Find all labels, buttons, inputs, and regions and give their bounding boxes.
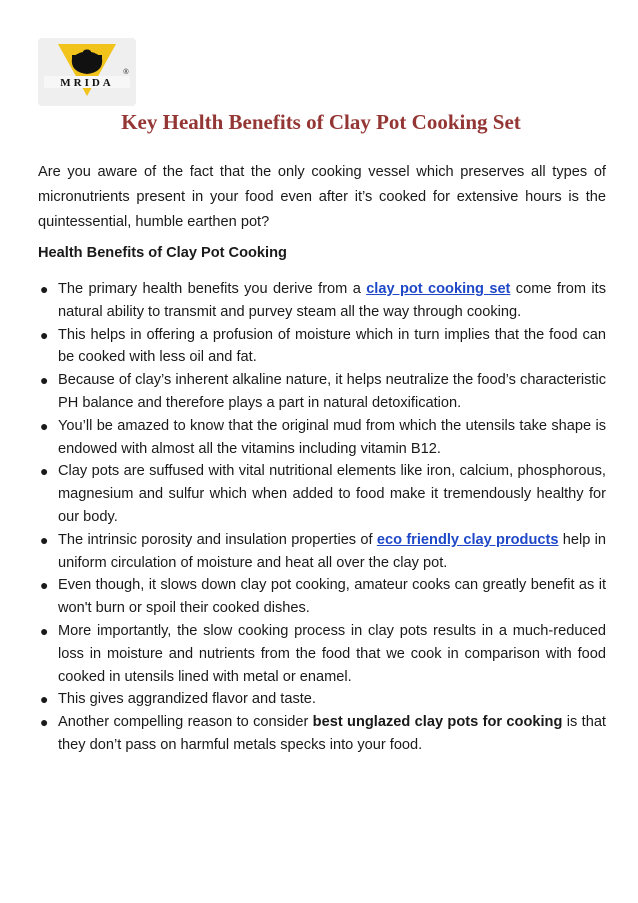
list-item: ● Another compelling reason to consider best unglazed clay pots for cooking is that they don’t pass on harmful metals specks into your food. bbox=[38, 711, 606, 757]
list-item: ● Because of clay’s inherent alkaline nature, it helps neutralize the food’s characteristic PH balance and therefore plays a part in natural detoxification. bbox=[38, 369, 606, 415]
bullet-icon: ● bbox=[40, 531, 49, 548]
list-item: ● The primary health benefits you derive from a clay pot cooking set come from its natural ability to transmit and purvey steam all the way through cooking. bbox=[38, 278, 606, 324]
bullet-icon: ● bbox=[40, 577, 49, 594]
benefits-list bbox=[38, 278, 606, 757]
list-item: ● Even though, it slows down clay pot cooking, amateur cooks can greatly benefit as it won't burn or spoil their cooked dishes. bbox=[38, 574, 606, 620]
clay-pot-cooking-set-link[interactable]: clay pot cooking set bbox=[366, 281, 511, 297]
bullet-icon: ● bbox=[40, 281, 49, 297]
list-item: ● Clay pots are suffused with vital nutritional elements like iron, calcium, phosphorous, magnesium and sulfur which when added to food make it tremendously healthy for our body. bbox=[38, 460, 606, 528]
bullet-icon: ● bbox=[40, 691, 49, 708]
list-item: ● This gives aggrandized flavor and taste. bbox=[38, 688, 606, 711]
bullet-icon: ● bbox=[40, 326, 49, 343]
bullet-icon: ● bbox=[40, 714, 49, 731]
bullet-icon: ● bbox=[40, 463, 49, 480]
bullet-icon: ● bbox=[40, 372, 49, 389]
bullet-icon: ● bbox=[40, 622, 49, 639]
clay-pot-logo-icon bbox=[38, 38, 136, 106]
brand-logo bbox=[38, 38, 136, 106]
list-item: ● This helps in offering a profusion of moisture which in turn implies that the food can be cooked with less oil and fat. bbox=[38, 324, 606, 370]
logo-text: MRIDA bbox=[60, 77, 114, 89]
section-heading: Health Benefits of Clay Pot Cooking bbox=[38, 245, 287, 261]
list-item: ● You’ll be amazed to know that the original mud from which the utensils take shape is endowed with almost all the vitamins including vitamin B12. bbox=[38, 415, 606, 461]
bullet-icon: ● bbox=[40, 417, 49, 434]
registered-mark: ® bbox=[123, 69, 129, 76]
intro-paragraph: Are you aware of the fact that the only cooking vessel which preserves all types of micronutrients present in your food even after it’s cooked for extensive hours is the quintessential, humble earthen pot? bbox=[38, 164, 606, 230]
page-title: Key Health Benefits of Clay Pot Cooking Set bbox=[121, 110, 521, 134]
eco-friendly-clay-products-link[interactable]: eco friendly clay products bbox=[376, 531, 559, 548]
list-item: ● More importantly, the slow cooking process in clay pots results in a much-reduced loss in moisture and nutrients from the food that we cook in comparison with food cooked in utensils lined with metal or enamel. bbox=[38, 620, 606, 688]
list-item: ● The intrinsic porosity and insulation properties of eco friendly clay products help in uniform circulation of moisture and heat all over the clay pot. bbox=[38, 529, 606, 575]
bold-phrase: best unglazed clay pots for cooking bbox=[312, 714, 563, 731]
